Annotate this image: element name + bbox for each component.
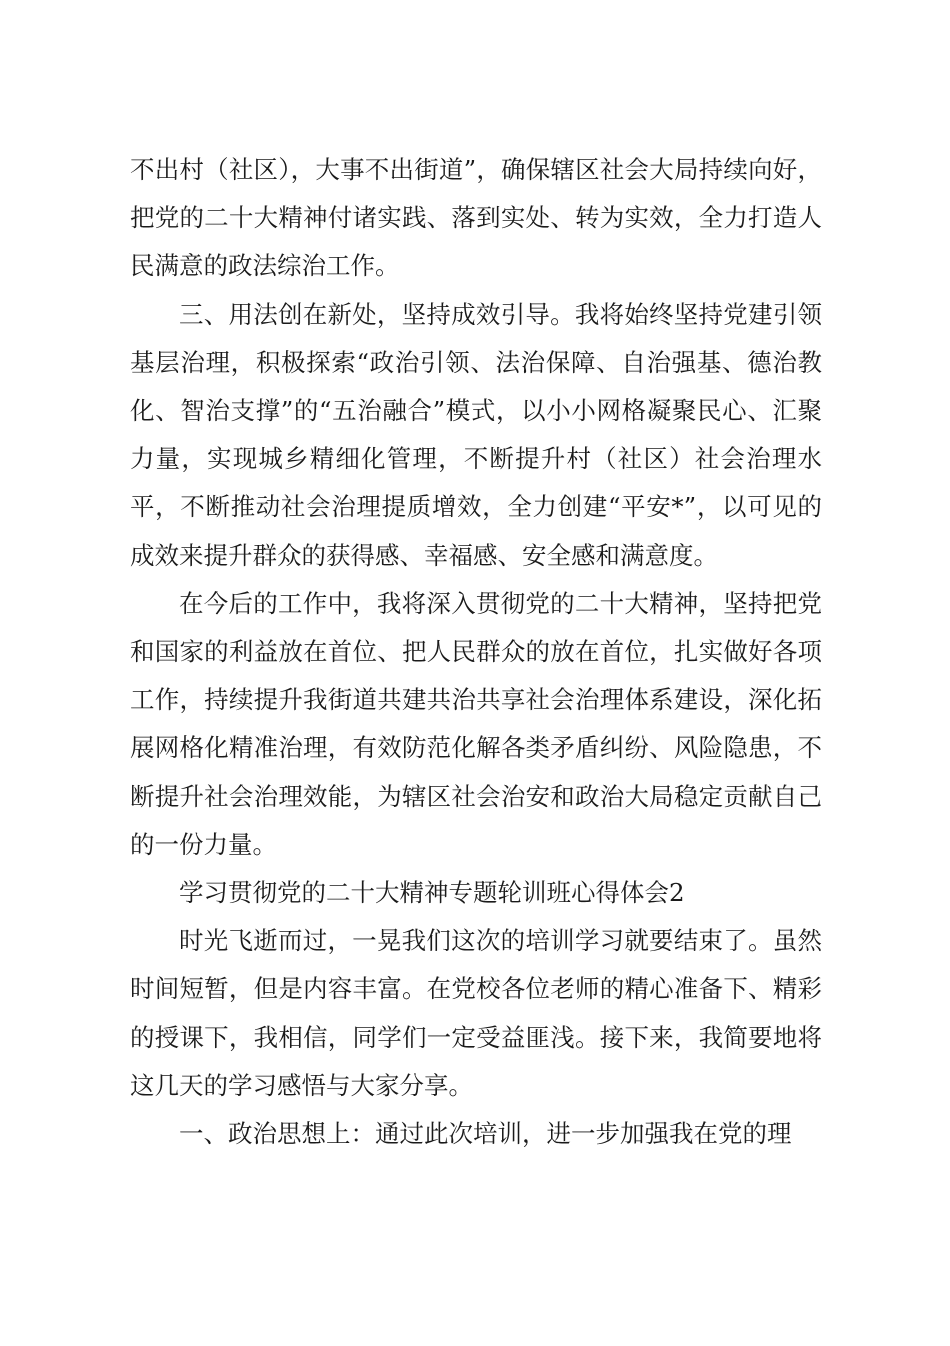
paragraph-section-three: 三、用法创在新处，坚持成效引导。我将始终坚持党建引领基层治理，积极探索“政治引领、法治保障、自治强基、德治教化、智治支撑”的“五治融合”模式，以小小网格凝聚民心、汇聚力量，实现城乡精细化管理，不断提升村（社区）社会治理水平，不断推动社会治理提质增效，全力创建“平安*”，以可见的成效来提升群众的获得感、幸福感、安全感和满意度。 xyxy=(130,299,822,570)
paragraph-political-thought: 一、政治思想上：通过此次培训，进一步加强我在党的理 xyxy=(179,1119,792,1149)
document-body xyxy=(130,146,822,1158)
paragraph-intro: 时光飞逝而过，一晃我们这次的培训学习就要结束了。虽然时间短暂，但是内容丰富。在党校各位老师的精心准备下、精彩的授课下，我相信，同学们一定受益匪浅。接下来，我简要地将这几天的学习感悟与大家分享。 xyxy=(130,926,822,1100)
paragraph-continuation: 不出村（社区），大事不出街道”，确保辖区社会大局持续向好，把党的二十大精神付诸实践、落到实处、转为实效，全力打造人民满意的政法综治工作。 xyxy=(130,155,822,281)
paragraph-future-work: 在今后的工作中，我将深入贯彻党的二十大精神，坚持把党和国家的利益放在首位、把人民群众的放在首位，扎实做好各项工作，持续提升我街道共建共治共享社会治理体系建设，深化拓展网格化精准治理，有效防范化解各类矛盾纠纷、风险隐患，不断提升社会治理效能，为辖区社会治安和政治大局稳定贡献自己的一份力量。 xyxy=(130,588,822,859)
section-title: 学习贯彻党的二十大精神专题轮训班心得体会2 xyxy=(179,878,685,908)
